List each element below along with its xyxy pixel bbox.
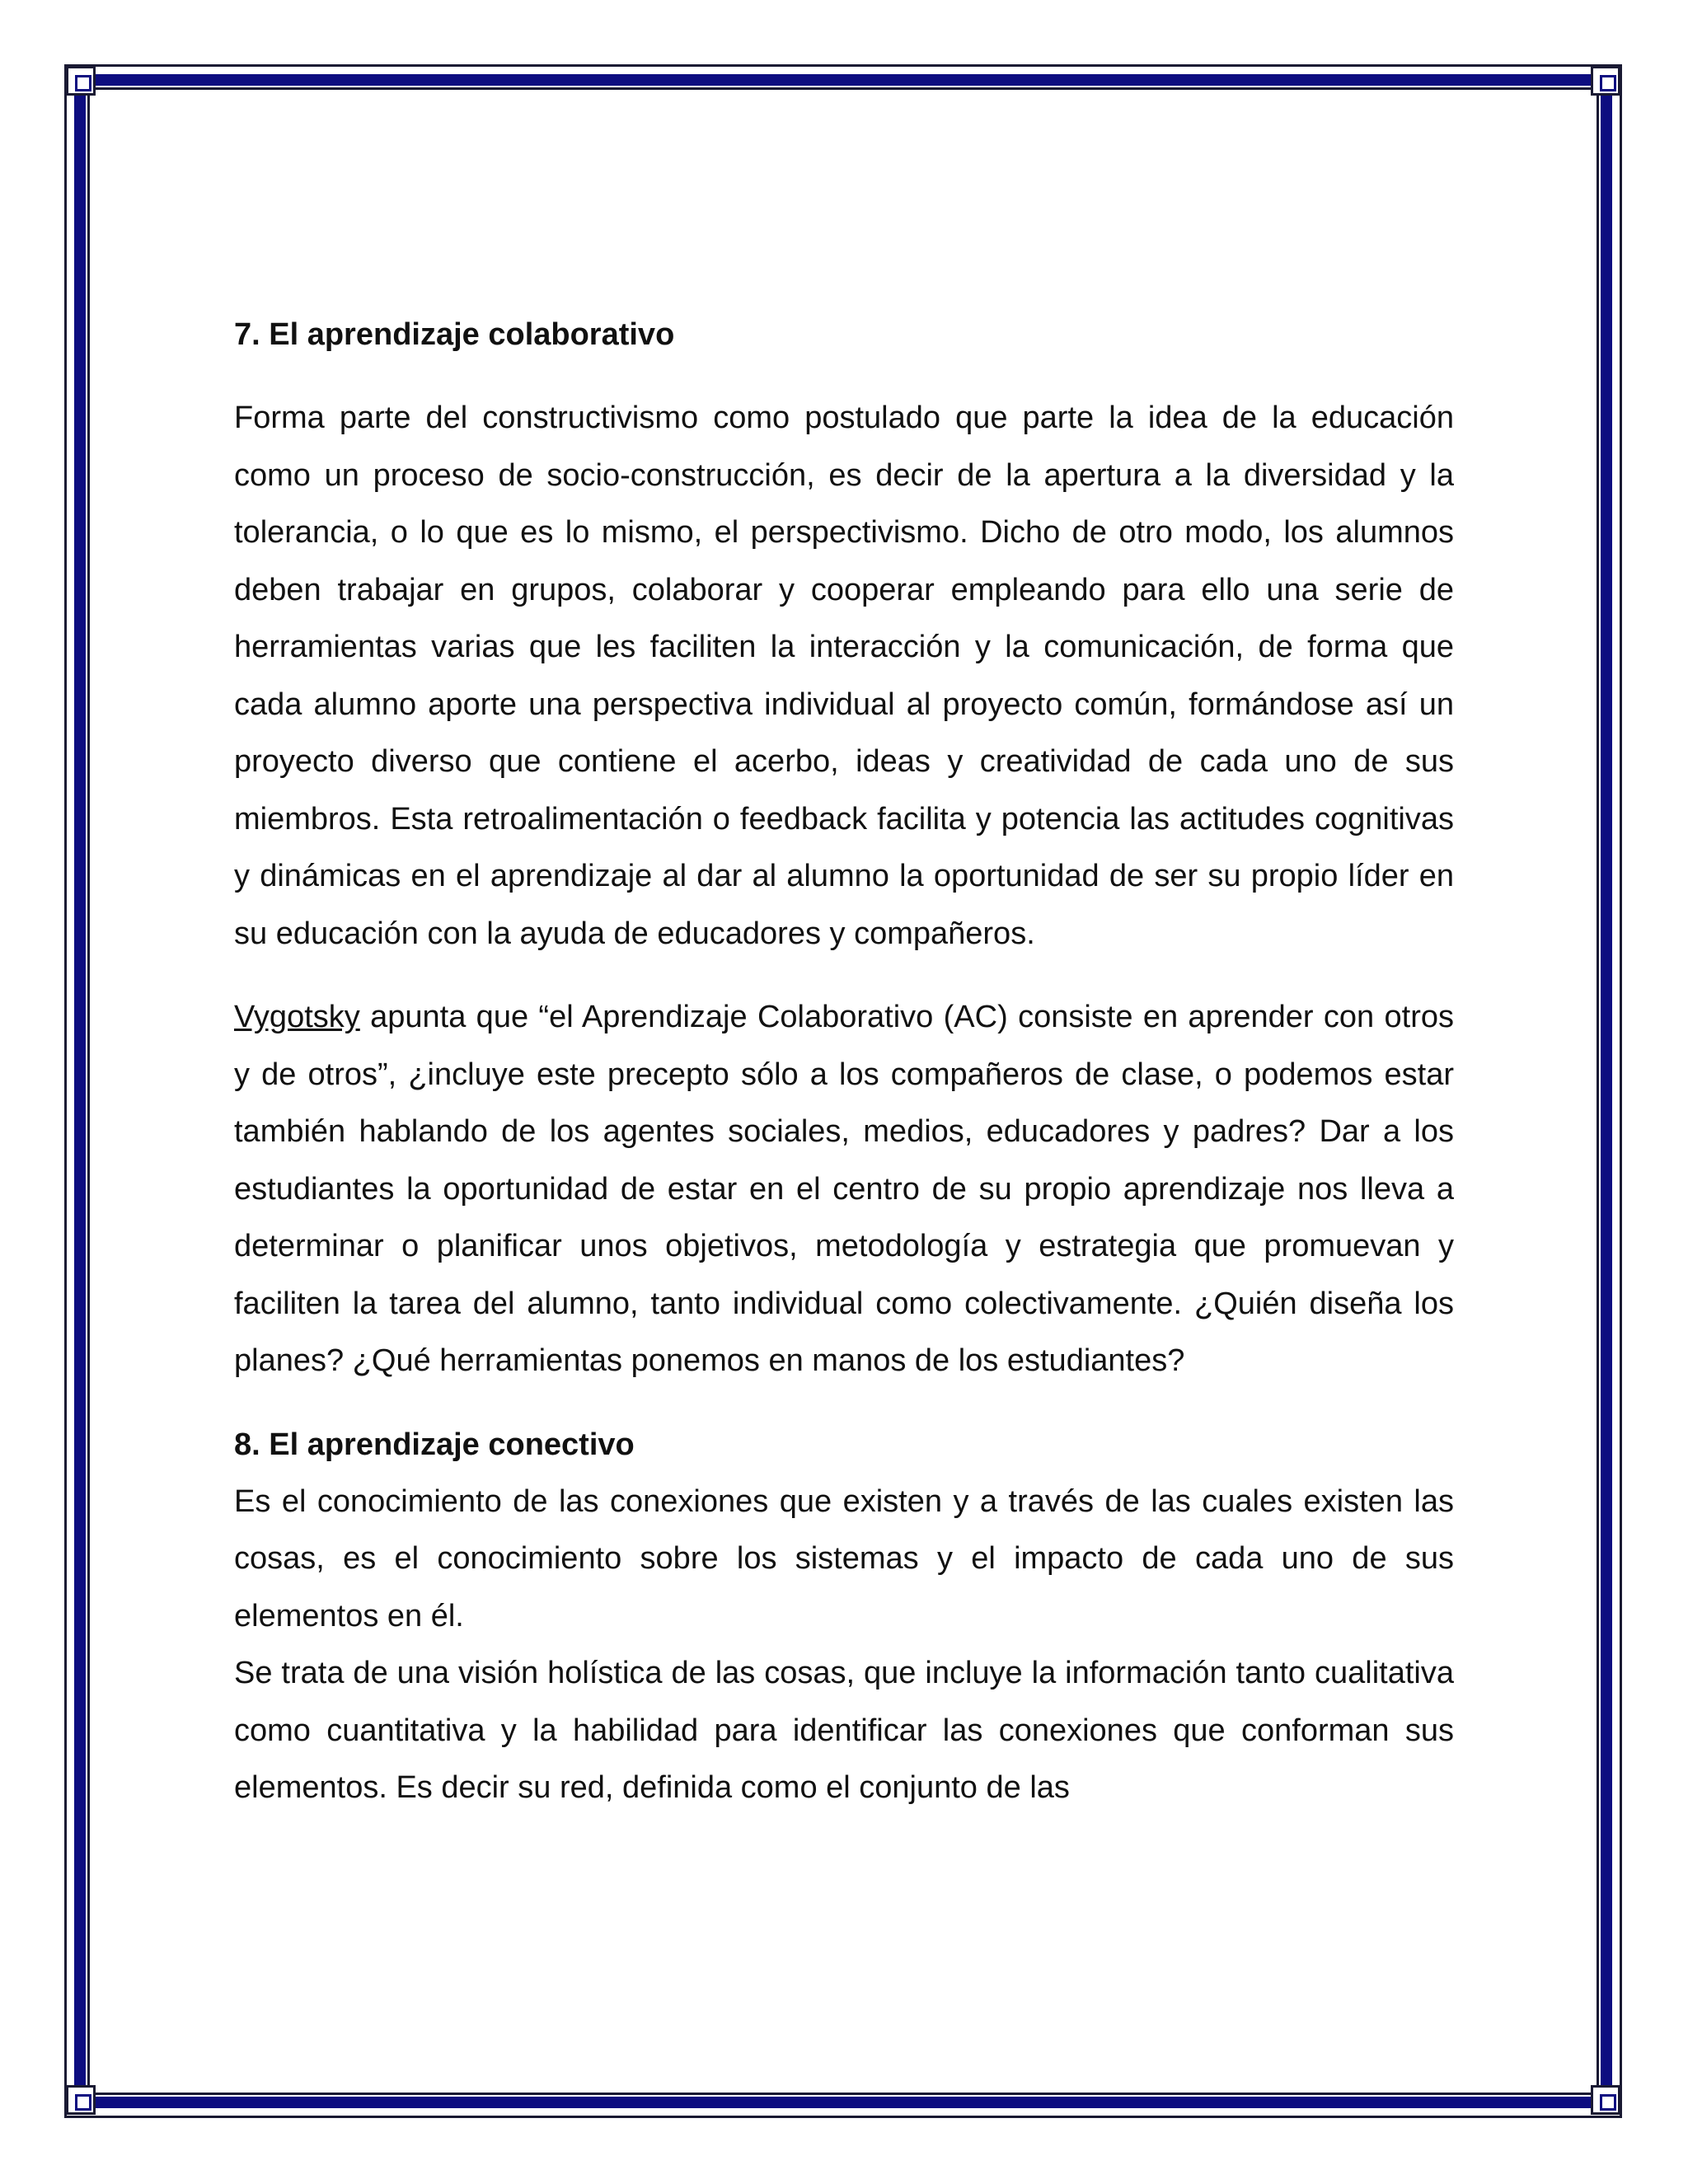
border-corner-ornament xyxy=(1591,66,1620,96)
section-8-title: 8. El aprendizaje conectivo xyxy=(234,1427,635,1462)
border-corner-ornament xyxy=(66,2085,96,2115)
section-8-paragraph-1: Es el conocimiento de las conexiones que existen y a través de las cuales existen las cosas, es el conocimiento sobre los sistemas y el impacto de cada uno de sus elementos en él. xyxy=(234,1483,1454,1633)
section-7-title: 7. El aprendizaje colaborativo xyxy=(234,317,675,352)
section-7-paragraph-1: Forma parte del constructivismo como postulado que parte la idea de la educación como un proceso de socio-construcción, es decir de la apertura a la diversidad y la tolerancia, o lo que es lo mismo, el perspectivismo. Dicho de otro modo, los alumnos deben trabajar en grupos, colaborar y cooperar empleando para ello una serie de herramientas varias que les faciliten la interacción y la comunicación, de forma que cada alumno aporte una perspectiva individual al proyecto común, formándose así un proyecto diverso que contiene el acerbo, ideas y creatividad de cada uno de sus miembros. Esta retroalimentación o feedback facilita y potencia las actitudes cognitivas y dinámicas en el aprendizaje al dar al alumno la oportunidad de ser su propio líder en su educación con la ayuda de educadores y compañeros. xyxy=(234,401,1454,951)
border-corner-ornament xyxy=(1591,2085,1620,2115)
document-body xyxy=(234,307,1454,1817)
border-corner-ornament xyxy=(66,66,96,96)
vygotsky-link[interactable]: Vygotsky xyxy=(234,1000,360,1034)
section-7-paragraph-2-text: apunta que “el Aprendizaje Colaborativo (AC) consiste en aprender con otros y de otros”, ¿incluye este precepto sólo a los compañeros de clase, o podemos estar también hablando de los agentes sociales, medios, educadores y padres? Dar a los estudiantes la oportunidad de estar en el centro de su propio aprendizaje nos lleva a determinar o planificar unos objetivos, metodología y estrategia que promuevan y faciliten la tarea del alumno, tanto individual como colectivamente. ¿Quién diseña los planes? ¿Qué herramientas ponemos en manos de los estudiantes? xyxy=(234,1000,1454,1378)
section-8-paragraph-2: Se trata de una visión holística de las cosas, que incluye la información tanto cualitativa como cuantitativa y la habilidad para identificar las conexiones que conforman sus elementos. Es decir su red, definida como el conjunto de las xyxy=(234,1656,1454,1805)
section-7-paragraph-2 xyxy=(234,989,1454,1390)
